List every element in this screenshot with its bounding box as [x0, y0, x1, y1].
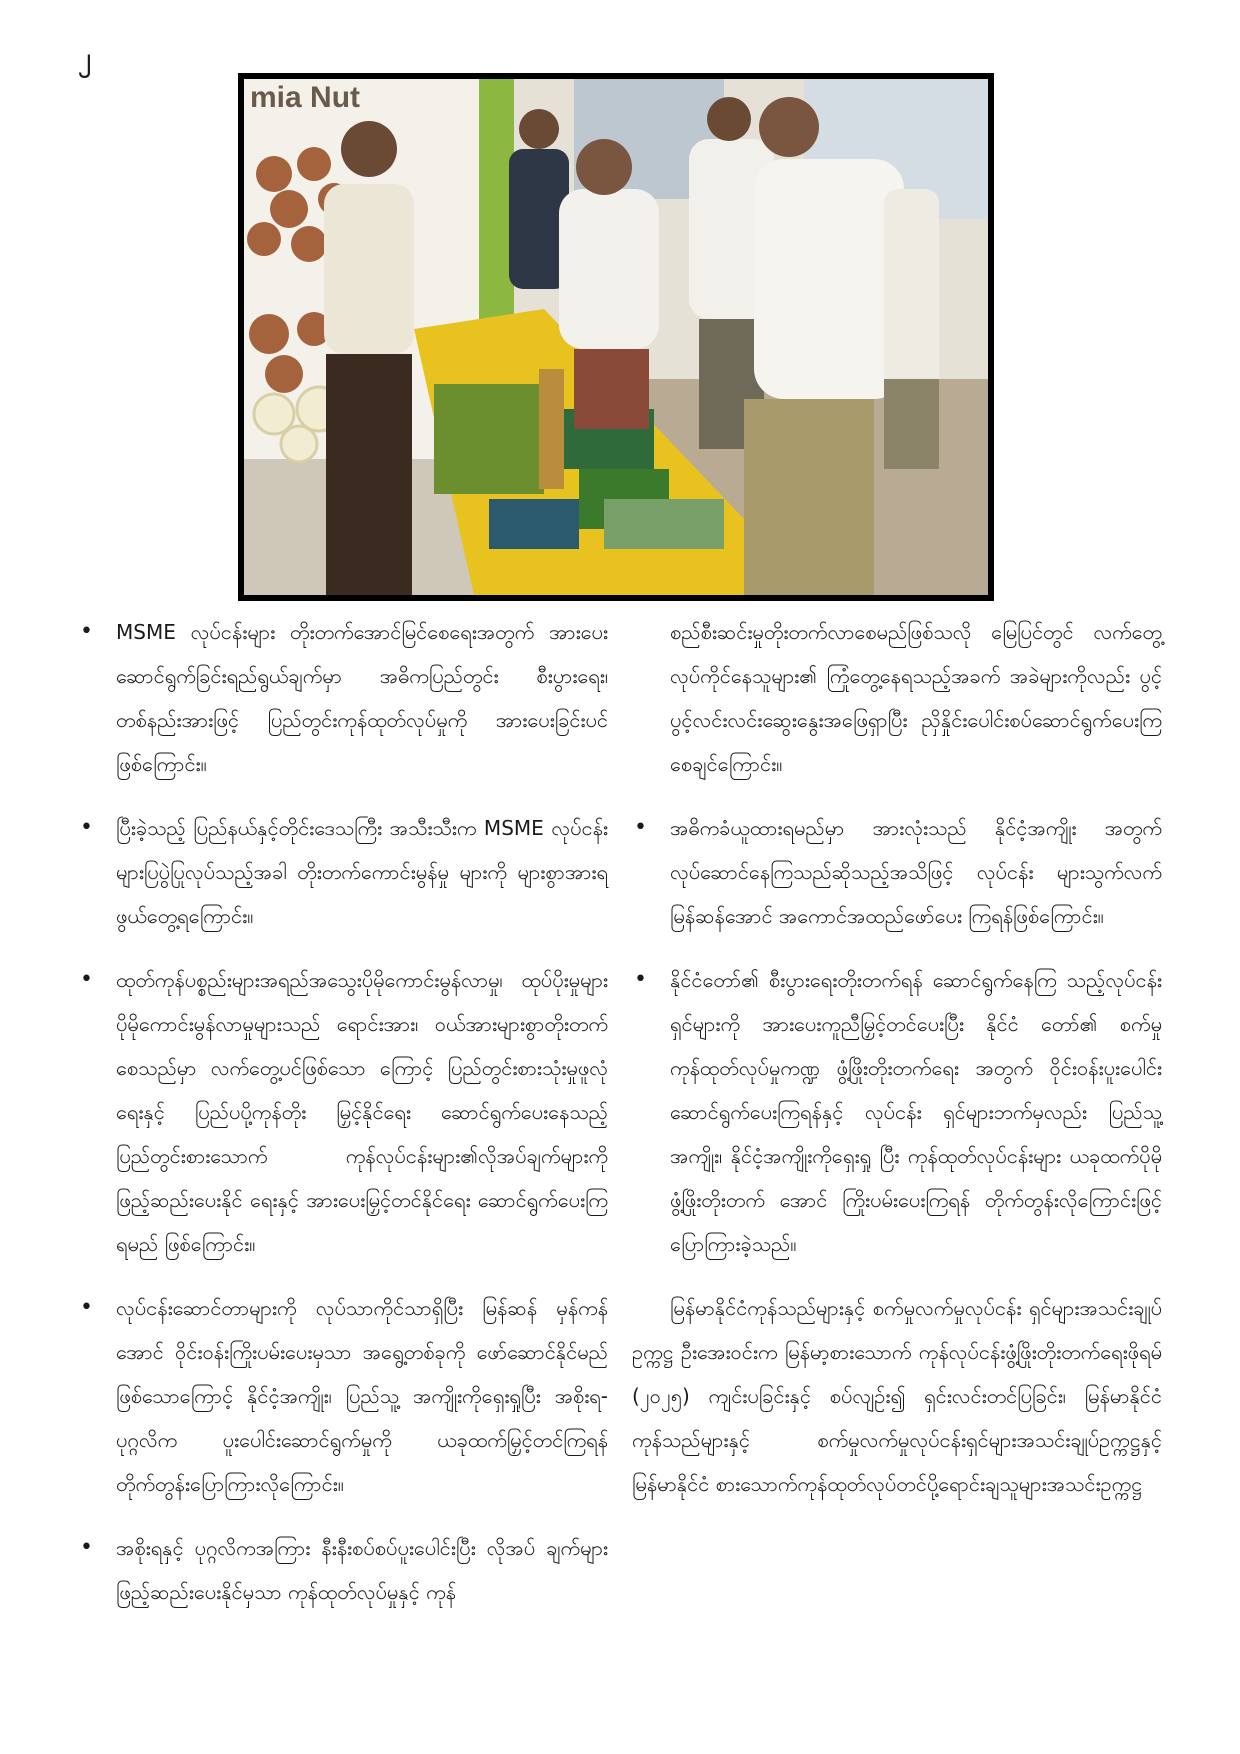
banner-text: mia Nut	[250, 81, 361, 114]
left-column	[78, 610, 608, 1634]
page-number: ၂	[78, 43, 91, 73]
event-photo	[238, 73, 994, 601]
bullet-item: • လုပ်ငန်းဆောင်တာများကို လုပ်သာကိုင်သာရှိပြီး မြန်ဆန် မှန်ကန်အောင် ဝိုင်းဝန်းကြိုးပမ်းပေးမှသာ အရွေ့တစ်ခုကို ဖော်ဆောင်နိုင်မည်ဖြစ်သောကြောင့် နိုင်ငံ့အကျိုး၊ ပြည်သူ့ အကျိုးကိုရှေးရှုပြီး အစိုးရ-ပုဂ္ဂလိက ပူးပေါင်းဆောင်ရွက်မှုကို ယခုထက်မြှင့်တင်ကြရန် တိုက်တွန်းပြောကြားလိုကြောင်း။	[78, 1286, 608, 1506]
bullet-item: • MSME လုပ်ငန်းများ တိုးတက်အောင်မြင်စေရေးအတွက် အားပေးဆောင်ရွက်ခြင်းရည်ရွယ်ချက်မှာ အဓိကပြည်တွင်း စီးပွားရေး၊ တစ်နည်းအားဖြင့် ပြည်တွင်းကုန်ထုတ်လုပ်မှုကို အားပေးခြင်းပင်ဖြစ်ကြောင်း။	[78, 610, 608, 786]
bullet-item: • အဓိကခံယူထားရမည်မှာ အားလုံးသည် နိုင်ငံ့အကျိုး အတွက် လုပ်ဆောင်နေကြသည်ဆိုသည့်အသိဖြင့် လုပ်ငန်း များသွက်လက်မြန်ဆန်အောင် အကောင်အထည်ဖော်ပေး ကြရန်ဖြစ်ကြောင်း။	[632, 806, 1162, 938]
right-column	[632, 610, 1162, 1526]
bullet-item: • ပြီးခဲ့သည့် ပြည်နယ်နှင့်တိုင်းဒေသကြီး အသီးသီးက MSME လုပ်ငန်းများပြပွဲပြုလုပ်သည့်အခါ တိုးတက်ကောင်းမွန်မှု များကို များစွာအားရဖွယ်တွေ့ရကြောင်း။	[78, 806, 608, 938]
continued-paragraph: စည်စီးဆင်းမှုတိုးတက်လာစေမည်ဖြစ်သလို မြေပြင်တွင် လက်တွေ့လုပ်ကိုင်နေသူများ၏ ကြုံတွေ့နေရသည့်အခက် အခဲများကိုလည်း ပွင့်ပွင့်လင်းလင်းဆွေးနွေးအဖြေရှာပြီး ညှိနှိုင်းပေါင်းစပ်ဆောင်ရွက်ပေးကြစေချင်ကြောင်း။	[670, 620, 1162, 776]
closing-paragraph: မြန်မာနိုင်ငံကုန်သည်များနှင့် စက်မှုလက်မှုလုပ်ငန်း ရှင်များအသင်းချုပ်ဥက္ကဋ္ဌ ဦးအေးဝင်းက မြန်မာ့စားသောက် ကုန်လုပ်ငန်းဖွံ့ဖြိုးတိုးတက်ရေးဖိုရမ် (၂၀၂၅) ကျင်းပခြင်းနှင့် စပ်လျဉ်း၍ ရှင်းလင်းတင်ပြခြင်း၊ မြန်မာနိုင်ငံကုန်သည်များနှင့် စက်မှုလက်မှုလုပ်ငန်းရှင်များအသင်းချုပ်ဥက္ကဋ္ဌနှင့် မြန်မာနိုင်ငံ စားသောက်ကုန်ထုတ်လုပ်တင်ပို့ရောင်းချသူများအသင်းဥက္ကဋ္ဌ	[632, 1296, 1162, 1496]
bullet-item: • ထုတ်ကုန်ပစ္စည်းများအရည်အသွေးပိုမိုကောင်းမွန်လာမှု၊ ထုပ်ပိုးမှုများ ပိုမိုကောင်းမွန်လာမှုများသည် ရောင်းအား၊ ဝယ်အားများစွာတိုးတက်စေသည်မှာ လက်တွေ့ပင်ဖြစ်သော ကြောင့် ပြည်တွင်းစားသုံးမှုဖူလုံရေးနှင့် ပြည်ပပို့ကုန်တိုး မြှင့်နိုင်ရေး ဆောင်ရွက်ပေးနေသည့် ပြည်တွင်းစားသောက် ကုန်လုပ်ငန်းများ၏လိုအပ်ချက်များကို ဖြည့်ဆည်းပေးနိုင် ရေးနှင့် အားပေးမြှင့်တင်နိုင်ရေး ဆောင်ရွက်ပေးကြရမည် ဖြစ်ကြောင်း။	[78, 958, 608, 1266]
bullet-item: • နိုင်ငံတော်၏ စီးပွားရေးတိုးတက်ရန် ဆောင်ရွက်နေကြ သည့်လုပ်ငန်းရှင်များကို အားပေးကူညီမြှင့်တင်ပေးပြီး နိုင်ငံ တော်၏ စက်မှုကုန်ထုတ်လုပ်မှုကဏ္ဍ ဖွံ့ဖြိုးတိုးတက်ရေး အတွက် ဝိုင်းဝန်းပူးပေါင်းဆောင်ရွက်ပေးကြရန်နှင့် လုပ်ငန်း ရှင်များဘက်မှလည်း ပြည်သူ့အကျိုး၊ နိုင်ငံ့အကျိုးကိုရှေးရှု ပြီး ကုန်ထုတ်လုပ်ငန်းများ ယခုထက်ပိုမိုဖွံ့ဖြိုးတိုးတက် အောင် ကြိုးပမ်းပေးကြရန် တိုက်တွန်းလိုကြောင်းဖြင့် ပြောကြားခဲ့သည်။	[632, 958, 1162, 1266]
bullet-item: • အစိုးရနှင့် ပုဂ္ဂလိကအကြား နီးနီးစပ်စပ်ပူးပေါင်းပြီး လိုအပ် ချက်များဖြည့်ဆည်းပေးနိုင်မှသာ ကုန်ထုတ်လုပ်မှုနှင့် ကုန်	[78, 1526, 608, 1614]
